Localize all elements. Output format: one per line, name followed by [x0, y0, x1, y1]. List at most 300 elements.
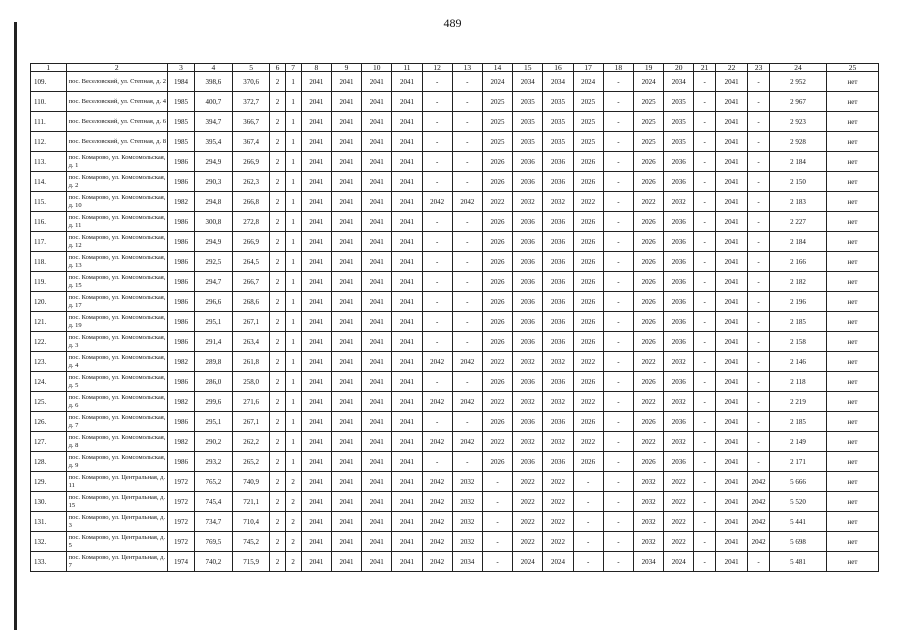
table-cell: - [748, 452, 770, 472]
table-cell: 2032 [543, 192, 573, 212]
table-cell: 2041 [362, 552, 392, 572]
table-cell: - [573, 472, 603, 492]
table-cell: 1986 [168, 212, 195, 232]
table-cell: 367,4 [232, 132, 270, 152]
table-cell: - [748, 332, 770, 352]
table-cell: 2041 [331, 72, 361, 92]
table-cell: нет [827, 372, 879, 392]
table-cell: - [748, 232, 770, 252]
table-cell: - [452, 292, 482, 312]
table-cell: - [694, 72, 716, 92]
address-cell: пос. Веселовский, ул. Степная, д. 4 [66, 92, 167, 112]
table-cell: - [603, 492, 633, 512]
column-header: 2 [66, 64, 167, 72]
table-cell: 2024 [513, 552, 543, 572]
table-cell: 2041 [715, 432, 747, 452]
table-cell: 2042 [452, 352, 482, 372]
table-cell: 300,8 [194, 212, 232, 232]
table-cell: 2041 [362, 132, 392, 152]
table-cell: 2022 [573, 352, 603, 372]
table-cell: 2 [270, 252, 285, 272]
table-cell: 2041 [331, 252, 361, 272]
table-cell: 2036 [513, 332, 543, 352]
row-number-cell: 133. [31, 552, 67, 572]
table-cell: 2026 [633, 412, 663, 432]
table-cell: 1 [285, 212, 301, 232]
table-cell: 2041 [362, 92, 392, 112]
table-cell: 2026 [482, 252, 512, 272]
row-number-cell: 128. [31, 452, 67, 472]
table-cell: - [748, 132, 770, 152]
table-cell: 2041 [715, 92, 747, 112]
table-cell: 2041 [715, 352, 747, 372]
address-cell: пос. Комарово, ул. Комсомольская, д. 6 [66, 392, 167, 412]
address-cell: пос. Комарово, ул. Комсомольская, д. 19 [66, 312, 167, 332]
table-cell: 1 [285, 92, 301, 112]
table-cell: 745,4 [194, 492, 232, 512]
table-cell: 2041 [331, 432, 361, 452]
table-row [31, 492, 879, 512]
column-header: 17 [573, 64, 603, 72]
table-cell: 2041 [331, 192, 361, 212]
table-cell: 1986 [168, 272, 195, 292]
table-cell: нет [827, 432, 879, 452]
table-cell: - [694, 92, 716, 112]
table-cell: 293,2 [194, 452, 232, 472]
table-cell: нет [827, 152, 879, 172]
table-cell: нет [827, 92, 879, 112]
table-cell: 2 182 [769, 272, 826, 292]
table-cell: - [694, 492, 716, 512]
row-number-cell: 118. [31, 252, 67, 272]
table-cell: - [603, 92, 633, 112]
table-cell: 2041 [331, 552, 361, 572]
table-cell: 2025 [633, 132, 663, 152]
address-cell: пос. Комарово, ул. Центральная, д. 11 [66, 472, 167, 492]
table-cell: 2041 [301, 452, 331, 472]
table-cell: - [603, 132, 633, 152]
table-cell: 2032 [513, 392, 543, 412]
table-cell: нет [827, 452, 879, 472]
table-cell: 266,7 [232, 272, 270, 292]
table-cell: 295,1 [194, 312, 232, 332]
table-cell: 2022 [573, 432, 603, 452]
table-cell: 2026 [573, 412, 603, 432]
table-cell: нет [827, 112, 879, 132]
table-cell: 2034 [633, 552, 663, 572]
table-cell: - [603, 452, 633, 472]
address-cell: пос. Комарово, ул. Центральная, д. 3 [66, 512, 167, 532]
table-row [31, 332, 879, 352]
address-cell: пос. Комарово, ул. Комсомольская, д. 9 [66, 452, 167, 472]
table-cell: - [694, 452, 716, 472]
table-cell: - [694, 172, 716, 192]
table-row [31, 212, 879, 232]
table-cell: 1 [285, 452, 301, 472]
table-cell: 2036 [513, 292, 543, 312]
table-cell: 2041 [301, 432, 331, 452]
table-cell: 2042 [452, 392, 482, 412]
table-cell: 2035 [543, 92, 573, 112]
row-number-cell: 124. [31, 372, 67, 392]
table-row [31, 452, 879, 472]
table-cell: - [694, 112, 716, 132]
table-cell: 2042 [452, 192, 482, 212]
table-cell: 2036 [543, 152, 573, 172]
table-cell: - [573, 512, 603, 532]
table-cell: - [452, 452, 482, 472]
table-cell: 292,5 [194, 252, 232, 272]
table-cell: 2032 [664, 392, 694, 412]
table-cell: 2041 [331, 312, 361, 332]
table-cell: 2041 [392, 312, 422, 332]
table-cell: 2032 [664, 432, 694, 452]
table-cell: 2041 [331, 372, 361, 392]
table-cell: 2041 [301, 112, 331, 132]
table-cell: 2041 [362, 352, 392, 372]
row-number-cell: 129. [31, 472, 67, 492]
table-cell: 2032 [664, 192, 694, 212]
table-cell: - [452, 332, 482, 352]
table-cell: 2026 [482, 452, 512, 472]
table-cell: - [422, 172, 452, 192]
table-cell: 1984 [168, 72, 195, 92]
table-row [31, 372, 879, 392]
table-cell: 2025 [482, 112, 512, 132]
table-cell: - [748, 212, 770, 232]
table-cell: нет [827, 292, 879, 312]
table-cell: - [694, 212, 716, 232]
table-cell: 2041 [715, 412, 747, 432]
table-cell: - [748, 72, 770, 92]
table-cell: 2041 [301, 312, 331, 332]
table-cell: нет [827, 232, 879, 252]
table-cell: 294,9 [194, 152, 232, 172]
table-cell: - [422, 92, 452, 112]
table-cell: 2041 [715, 132, 747, 152]
table-cell: - [748, 432, 770, 452]
table-cell: 2041 [362, 452, 392, 472]
table-cell: 2 [270, 552, 285, 572]
table-cell: 2041 [392, 472, 422, 492]
table-cell: 2041 [392, 132, 422, 152]
address-cell: пос. Комарово, ул. Комсомольская, д. 8 [66, 432, 167, 452]
table-cell: 2035 [543, 112, 573, 132]
table-row [31, 392, 879, 412]
table-cell: 2022 [664, 532, 694, 552]
table-cell: 2026 [573, 332, 603, 352]
table-cell: 2032 [543, 352, 573, 372]
table-cell: 2041 [362, 432, 392, 452]
column-header: 25 [827, 64, 879, 72]
table-cell: 5 481 [769, 552, 826, 572]
table-cell: 2036 [664, 412, 694, 432]
table-cell: 2 [270, 152, 285, 172]
table-cell: 745,2 [232, 532, 270, 552]
table-cell: - [452, 172, 482, 192]
table-cell: 2 196 [769, 292, 826, 312]
table-cell: - [422, 232, 452, 252]
table-cell: 2 171 [769, 452, 826, 472]
table-cell: нет [827, 72, 879, 92]
address-cell: пос. Комарово, ул. Комсомольская, д. 5 [66, 372, 167, 392]
row-number-cell: 119. [31, 272, 67, 292]
table-cell: 2042 [422, 192, 452, 212]
table-cell: 2041 [301, 472, 331, 492]
table-cell: 1986 [168, 312, 195, 332]
table-cell: - [748, 92, 770, 112]
table-cell: 1 [285, 392, 301, 412]
table-cell: 267,1 [232, 412, 270, 432]
table-cell: - [694, 352, 716, 372]
table-cell: - [422, 312, 452, 332]
table-cell: 2022 [664, 472, 694, 492]
table-cell: 2024 [543, 552, 573, 572]
table-cell: 2026 [482, 312, 512, 332]
table-cell: 2026 [633, 212, 663, 232]
table-cell: 2036 [513, 172, 543, 192]
table-cell: 1982 [168, 192, 195, 212]
table-cell: 710,4 [232, 512, 270, 532]
table-cell: 2042 [422, 552, 452, 572]
address-cell: пос. Комарово, ул. Комсомольская, д. 13 [66, 252, 167, 272]
table-cell: 266,8 [232, 192, 270, 212]
table-cell: 2026 [573, 252, 603, 272]
table-cell: 2035 [543, 132, 573, 152]
table-cell: 2041 [392, 112, 422, 132]
table-cell: 2041 [715, 112, 747, 132]
table-cell: - [422, 452, 452, 472]
table-cell: 2026 [573, 452, 603, 472]
address-cell: пос. Комарово, ул. Комсомольская, д. 3 [66, 332, 167, 352]
table-cell: 2 [270, 472, 285, 492]
table-cell: 2041 [301, 92, 331, 112]
table-cell: нет [827, 332, 879, 352]
table-cell: 1986 [168, 372, 195, 392]
table-cell: 2036 [664, 172, 694, 192]
table-cell: 2035 [664, 112, 694, 132]
table-cell: 2036 [664, 232, 694, 252]
address-cell: пос. Комарово, ул. Комсомольская, д. 2 [66, 172, 167, 192]
table-cell: 2036 [513, 312, 543, 332]
page-number: 489 [443, 16, 462, 30]
table-cell: 2041 [392, 392, 422, 412]
table-cell: 2022 [513, 472, 543, 492]
table-cell: 291,4 [194, 332, 232, 352]
table-cell: 2 923 [769, 112, 826, 132]
table-cell: - [694, 272, 716, 292]
table-cell: 2022 [513, 532, 543, 552]
table-cell: 2 158 [769, 332, 826, 352]
table-cell: 2026 [633, 452, 663, 472]
table-cell: - [603, 172, 633, 192]
table-cell: 2 [285, 512, 301, 532]
table-cell: 2025 [573, 112, 603, 132]
table-cell: - [422, 152, 452, 172]
table-cell: 2 [270, 532, 285, 552]
table-cell: 740,9 [232, 472, 270, 492]
table-cell: 2041 [715, 172, 747, 192]
table-cell: 2026 [482, 152, 512, 172]
address-cell: пос. Комарово, ул. Центральная, д. 7 [66, 552, 167, 572]
table-cell: 2025 [573, 132, 603, 152]
table-cell: 294,7 [194, 272, 232, 292]
table-cell: 2042 [422, 432, 452, 452]
table-cell: 2036 [513, 152, 543, 172]
address-cell: пос. Комарово, ул. Комсомольская, д. 10 [66, 192, 167, 212]
column-header: 10 [362, 64, 392, 72]
table-cell: - [748, 172, 770, 192]
table-cell: 2 967 [769, 92, 826, 112]
table-cell: 2041 [362, 492, 392, 512]
column-header: 19 [633, 64, 663, 72]
table-cell: 2041 [331, 492, 361, 512]
table-row [31, 532, 879, 552]
table-cell: 263,4 [232, 332, 270, 352]
row-number-cell: 120. [31, 292, 67, 312]
table-cell: 2041 [362, 412, 392, 432]
table-cell: 400,7 [194, 92, 232, 112]
column-header: 11 [392, 64, 422, 72]
table-cell: 2041 [392, 212, 422, 232]
table-cell: 2034 [513, 72, 543, 92]
table-cell: - [694, 412, 716, 432]
column-header: 16 [543, 64, 573, 72]
table-cell: 2 [270, 132, 285, 152]
table-cell: 1 [285, 292, 301, 312]
table-cell: 2041 [362, 392, 392, 412]
table-cell: 2041 [301, 372, 331, 392]
table-cell: нет [827, 172, 879, 192]
table-cell: - [452, 112, 482, 132]
table-cell: 2041 [392, 292, 422, 312]
table-cell: - [603, 112, 633, 132]
table-cell: - [748, 412, 770, 432]
address-cell: пос. Веселовский, ул. Степная, д. 6 [66, 112, 167, 132]
table-cell: 2041 [301, 252, 331, 272]
column-header: 23 [748, 64, 770, 72]
table-cell: 2041 [301, 72, 331, 92]
table-cell: 295,1 [194, 412, 232, 432]
table-cell: 2 185 [769, 412, 826, 432]
table-cell: 2 219 [769, 392, 826, 412]
table-cell: 1982 [168, 432, 195, 452]
table-cell: 2026 [573, 312, 603, 332]
table-cell: 286,0 [194, 372, 232, 392]
table-cell: 2022 [513, 512, 543, 532]
row-number-cell: 116. [31, 212, 67, 232]
table-cell: 2041 [392, 172, 422, 192]
table-cell: 2022 [573, 392, 603, 412]
table-cell: 2036 [543, 172, 573, 192]
table-cell: 2032 [452, 492, 482, 512]
table-cell: 2024 [482, 72, 512, 92]
table-cell: 2 185 [769, 312, 826, 332]
table-cell: 1 [285, 332, 301, 352]
table-cell: 2041 [362, 312, 392, 332]
table-cell: 290,2 [194, 432, 232, 452]
table-cell: 2041 [392, 532, 422, 552]
table-row [31, 292, 879, 312]
table-cell: - [603, 292, 633, 312]
table-cell: 2041 [331, 272, 361, 292]
table-cell: 2041 [392, 272, 422, 292]
column-header: 13 [452, 64, 482, 72]
table-cell: - [452, 92, 482, 112]
table-cell: 2041 [301, 492, 331, 512]
table-row [31, 132, 879, 152]
column-header: 14 [482, 64, 512, 72]
table-cell: 2 [270, 352, 285, 372]
address-cell: пос. Комарово, ул. Комсомольская, д. 12 [66, 232, 167, 252]
table-cell: 2022 [513, 492, 543, 512]
table-cell: 2 183 [769, 192, 826, 212]
table-cell: 2041 [301, 512, 331, 532]
table-cell: 2036 [513, 272, 543, 292]
table-cell: - [748, 192, 770, 212]
table-cell: 2026 [482, 372, 512, 392]
table-cell: 272,8 [232, 212, 270, 232]
table-cell: - [452, 152, 482, 172]
table-cell: - [422, 72, 452, 92]
table-cell: 765,2 [194, 472, 232, 492]
table-cell: - [603, 232, 633, 252]
table-cell: 2036 [513, 452, 543, 472]
table-cell: 2026 [633, 252, 663, 272]
table-cell: 5 520 [769, 492, 826, 512]
table-cell: 2041 [362, 532, 392, 552]
table-cell: - [422, 112, 452, 132]
table-cell: 2036 [513, 372, 543, 392]
table-cell: - [603, 532, 633, 552]
table-cell: 2 [270, 232, 285, 252]
table-cell: 2 [270, 492, 285, 512]
table-cell: 1986 [168, 152, 195, 172]
table-cell: 2 118 [769, 372, 826, 392]
table-cell: - [603, 432, 633, 452]
table-row [31, 312, 879, 332]
table-cell: 2036 [664, 452, 694, 472]
table-cell: 5 698 [769, 532, 826, 552]
address-cell: пос. Веселовский, ул. Степная, д. 8 [66, 132, 167, 152]
table-row [31, 512, 879, 532]
table-cell: 2036 [513, 412, 543, 432]
table-row [31, 272, 879, 292]
table-cell: 262,3 [232, 172, 270, 192]
table-cell: - [422, 272, 452, 292]
table-cell: 2041 [362, 112, 392, 132]
table-cell: - [603, 512, 633, 532]
table-cell: 2042 [422, 532, 452, 552]
table-cell: - [452, 412, 482, 432]
table-cell: 395,4 [194, 132, 232, 152]
address-cell: пос. Комарово, ул. Комсомольская, д. 4 [66, 352, 167, 372]
table-cell: 2022 [543, 532, 573, 552]
table-cell: 715,9 [232, 552, 270, 572]
table-cell: 1 [285, 352, 301, 372]
row-number-cell: 127. [31, 432, 67, 452]
table-cell: 2026 [633, 312, 663, 332]
table-cell: 2 952 [769, 72, 826, 92]
table-cell: 2 [285, 532, 301, 552]
table-cell: 2041 [715, 192, 747, 212]
table-cell: 2036 [543, 212, 573, 232]
table-cell: нет [827, 272, 879, 292]
table-cell: 2041 [331, 512, 361, 532]
table-cell: - [694, 552, 716, 572]
column-header: 6 [270, 64, 285, 72]
table-cell: 2041 [362, 152, 392, 172]
